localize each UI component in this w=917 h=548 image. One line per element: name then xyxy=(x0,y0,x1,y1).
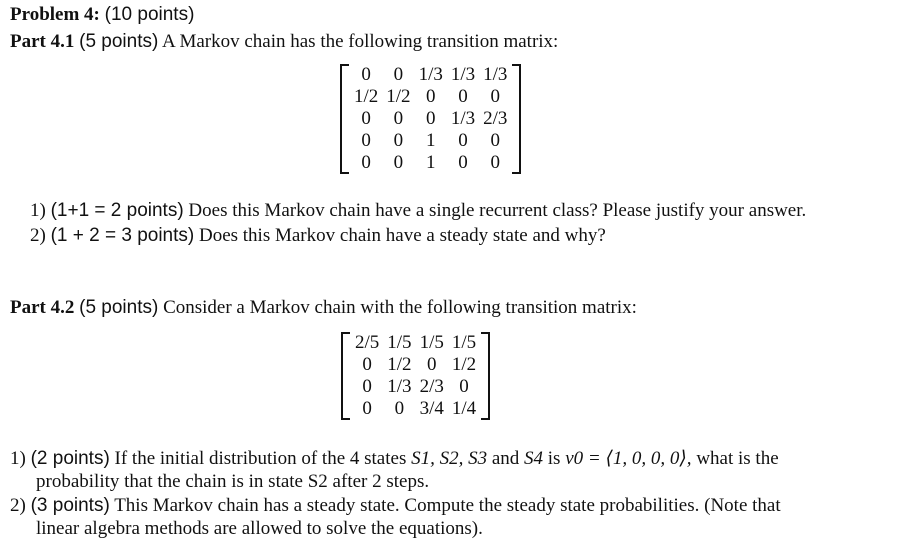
matrix-cell: 0 xyxy=(490,130,501,151)
matrix-row xyxy=(350,86,511,108)
matrix-cell: 1/5 xyxy=(387,332,412,353)
matrix-cell: 0 xyxy=(362,354,372,375)
question-text: what is the xyxy=(696,448,779,469)
matrix-cell: 1/3 xyxy=(418,64,443,85)
question-number: 2) xyxy=(30,225,46,246)
question-text: linear algebra methods are allowed to solve the equations). xyxy=(36,518,483,539)
matrix-row xyxy=(351,354,480,376)
left-bracket xyxy=(340,64,349,174)
part2-label: Part 4.2 xyxy=(10,297,75,318)
part2-intro: Consider a Markov chain with the following transition matrix: xyxy=(163,297,637,318)
matrix-cell: 0 xyxy=(393,152,404,173)
matrix-cell: 2/5 xyxy=(355,332,380,353)
problem-heading xyxy=(10,4,194,26)
matrix-cell: 0 xyxy=(393,130,404,151)
matrix-cell: 1 xyxy=(425,130,436,151)
matrix-cell: 1/5 xyxy=(451,332,477,353)
matrix-row xyxy=(350,152,511,174)
matrix-cell: 1/3 xyxy=(450,108,476,129)
matrix-row xyxy=(351,332,480,354)
part1-points: (5 points) xyxy=(79,31,159,52)
question-text: Does this Markov chain have a single recurrent class? Please justify your answer. xyxy=(188,200,807,221)
part2-points: (5 points) xyxy=(79,297,159,318)
matrix-cell: 1/3 xyxy=(387,376,412,397)
question-points: (1 + 2 = 3 points) xyxy=(50,225,195,246)
matrix-cell: 1/4 xyxy=(451,398,477,419)
question-text: This Markov chain has a steady state. Compute the steady state probabilities. (Note that xyxy=(114,495,781,516)
matrix-row xyxy=(351,376,480,398)
matrix-cell: 0 xyxy=(490,152,501,173)
left-bracket xyxy=(341,332,350,420)
question-number: 1) xyxy=(10,448,26,469)
matrix-cell: 0 xyxy=(362,376,372,397)
problem-label: Problem 4: xyxy=(10,4,100,25)
part1-question-1 xyxy=(30,200,806,222)
question-points: (2 points) xyxy=(30,448,110,469)
question-number: 2) xyxy=(10,495,26,516)
matrix-cell: 0 xyxy=(459,376,469,397)
matrix-cell: 2/3 xyxy=(483,108,508,129)
transition-matrix-1 xyxy=(340,64,521,174)
matrix-row xyxy=(351,398,480,420)
question-points: (1+1 = 2 points) xyxy=(50,200,184,221)
matrix-cell: 0 xyxy=(458,152,468,173)
matrix-cell: 3/4 xyxy=(419,398,444,419)
matrix-cell: 0 xyxy=(490,86,501,107)
matrix-cell: 0 xyxy=(362,398,372,419)
matrix-cell: 0 xyxy=(361,130,371,151)
question-text: Does this Markov chain have a steady state and why? xyxy=(198,225,606,246)
question-text: If the initial distribution of the 4 states xyxy=(114,448,407,469)
question-text: is xyxy=(547,448,561,469)
part1-question-2 xyxy=(30,225,606,247)
matrix-cell: 0 xyxy=(458,86,468,107)
right-bracket xyxy=(481,332,490,420)
matrix-cell: 0 xyxy=(458,130,468,151)
matrix-cell: 0 xyxy=(393,108,404,129)
right-bracket xyxy=(512,64,521,174)
part1-label: Part 4.1 xyxy=(10,31,75,52)
part2-question-2 xyxy=(10,495,781,517)
matrix-cell: 1/2 xyxy=(386,86,411,107)
part2-question-1-line2 xyxy=(36,471,429,493)
problem-points: (10 points) xyxy=(104,4,195,25)
matrix-cell: 1/2 xyxy=(387,354,412,375)
state-s4: S4 xyxy=(524,448,544,469)
matrix-cell: 1/2 xyxy=(451,354,477,375)
matrix-row xyxy=(350,64,511,86)
part2-question-2-line2 xyxy=(36,518,483,540)
transition-matrix-2 xyxy=(341,332,490,420)
matrix-cell: 0 xyxy=(425,108,436,129)
matrix-cell: 1/2 xyxy=(354,86,379,107)
matrix-cell: 0 xyxy=(393,64,404,85)
matrix-cell: 0 xyxy=(361,64,371,85)
matrix-row xyxy=(350,130,511,152)
part1-heading xyxy=(10,31,558,53)
matrix-cell: 1/3 xyxy=(450,64,476,85)
matrix-cell: 0 xyxy=(361,152,371,173)
part2-question-1 xyxy=(10,448,779,470)
matrix-cell: 2/3 xyxy=(419,376,444,397)
question-text: and xyxy=(491,448,520,469)
part1-intro: A Markov chain has the following transition matrix: xyxy=(162,31,559,52)
part2-heading xyxy=(10,297,637,319)
matrix-cell: 0 xyxy=(425,86,436,107)
matrix-cell: 0 xyxy=(361,108,371,129)
question-text: probability that the chain is in state S2 after 2 steps. xyxy=(36,471,430,492)
states-list: S1, S2, S3 xyxy=(411,448,488,469)
matrix-row xyxy=(350,108,511,130)
matrix-cell: 1/5 xyxy=(419,332,444,353)
question-number: 1) xyxy=(30,200,46,221)
initial-distribution: v0 = ⟨1, 0, 0, 0⟩, xyxy=(565,448,692,469)
question-points: (3 points) xyxy=(30,495,110,516)
matrix-cell: 1 xyxy=(425,152,436,173)
matrix-cell: 0 xyxy=(394,398,405,419)
matrix-cell: 1/3 xyxy=(483,64,508,85)
matrix-cell: 0 xyxy=(426,354,437,375)
